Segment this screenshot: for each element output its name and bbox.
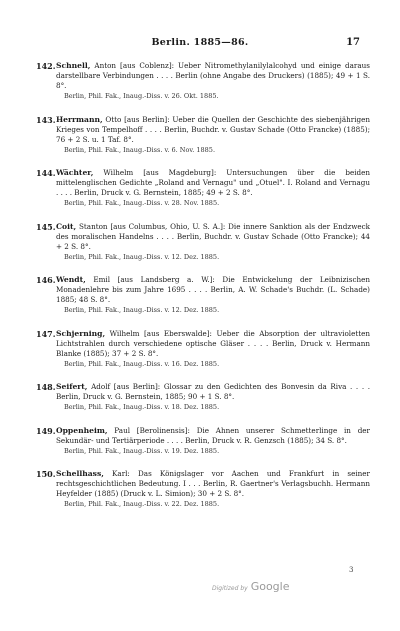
entry-author: Schjerning,	[56, 328, 106, 338]
entry-title: Anton [aus Coblenz]: Ueber Nitromethylanilylalcohyd und einige daraus darstellbare Verbindungen . . . . Berlin (ohne Angabe des Druckers) (1885); 49 + 1 S. 8°.	[56, 61, 370, 90]
digitized-watermark	[212, 580, 290, 593]
list-item	[36, 168, 370, 208]
entry-text	[56, 329, 370, 359]
entry-number: 142.	[36, 61, 56, 71]
entry-text	[56, 275, 370, 305]
page-header	[0, 37, 400, 51]
entry-author: Schellhass,	[56, 469, 104, 478]
entry-title: Otto [aus Berlin]: Ueber die Quellen der Geschichte des siebenjährigen Krieges von Tempelhoff . . . . Berlin, Buchdr. v. Gustav Schade (Otto Francke) (1885); 76 + 2 S. u. 1 Taf. 8°.	[56, 114, 370, 144]
entry-author: Coit,	[56, 221, 77, 231]
entry-title: Wilhelm [aus Eberswalde]: Ueber die Absorption der ultravioletten Lichtstrahlen durch verschiedene optische Gläser . . . . Berlin, Druck v. Hermann Blanke (1885); 37 + 2 S. 8°.	[56, 328, 370, 358]
entry-dissertation: Berlin, Phil. Fak., Inaug.-Diss. v. 16. Dez. 1885.	[64, 359, 220, 368]
entry-title: Wilhelm [aus Magdeburg]: Untersuchungen über die beiden mittelenglischen Gedichte „Roland and Vernagu" und „Otuel". I. Roland and Vernagu . . . . Berlin, Druck v. G. Bernstein, 1885; 49 + 2 S. 8°.	[56, 168, 370, 197]
entry-dissertation: Berlin, Phil. Fak., Inaug.-Diss. v. 18. Dez. 1885.	[64, 403, 220, 411]
entry-author: Schnell,	[56, 61, 91, 70]
list-item	[36, 222, 370, 262]
entry-text	[56, 469, 370, 499]
entry-title: Karl: Das Königslager vor Aachen und Frankfurt in seiner rechtsgeschichtlichen Bedeutung. I . . . Berlin, R. Gaertner's Verlagsbuchh. Hermann Heyfelder (1885) (Druck v. L. Simion); 30 + 2 S. 8°.	[56, 469, 370, 498]
list-item	[36, 115, 370, 155]
entry-number: 148.	[36, 382, 56, 392]
entry-dissertation: Berlin, Phil. Fak., Inaug.-Diss. v. 22. Dez. 1885.	[64, 500, 220, 508]
entry-text	[56, 115, 370, 145]
google-logo: Google	[250, 580, 290, 593]
list-item	[36, 382, 370, 412]
list-item	[36, 61, 370, 101]
page-number: 17	[346, 37, 360, 48]
entry-title: Stanton [aus Columbus, Ohio, U. S. A.]: Die innere Sanktion als der Endzweck des moralischen Handelns . . . . Berlin, Buchdr. v. Gustav Schade (Otto Francke); 44 + 2 S. 8°.	[56, 221, 370, 251]
entry-number: 146.	[36, 275, 56, 285]
entry-number: 147.	[36, 328, 56, 339]
entry-number: 149.	[36, 425, 56, 436]
entry-text	[56, 426, 370, 446]
entry-author: Herrmann,	[56, 114, 103, 124]
entry-text	[56, 222, 370, 252]
entry-text	[56, 168, 370, 198]
entry-title: Paul [Berolinensis]: Die Ahnen unserer Schmetterlinge in der Sekundär- und Tertiärperiode . . . . Berlin, Druck v. R. Genzsch (1885); 34 S. 8°.	[56, 425, 370, 445]
list-item	[36, 329, 370, 369]
entry-author: Seifert,	[56, 382, 88, 391]
entry-author: Wächter,	[56, 168, 94, 177]
entry-text	[56, 382, 370, 402]
entry-dissertation: Berlin, Phil. Fak., Inaug.-Diss. v. 6. Nov. 1885.	[64, 145, 216, 154]
entry-author: Oppenheim,	[56, 425, 108, 435]
entry-list	[36, 61, 370, 523]
running-title: Berlin. 1885—86.	[151, 37, 249, 48]
entry-number: 150.	[36, 469, 56, 479]
entry-dissertation: Berlin, Phil. Fak., Inaug.-Diss. v. 19. Dez. 1885.	[64, 446, 220, 455]
entry-text	[56, 61, 370, 91]
entry-number: 144.	[36, 168, 56, 178]
entry-number: 143.	[36, 114, 56, 125]
entry-title: Emil [aus Landsberg a. W.]: Die Entwickelung der Leibnizischen Monadenlehre bis zum Jahre 1695 . . . . Berlin, A. W. Schade's Buchdr. (L. Schade) 1885; 48 S. 8°.	[56, 275, 370, 304]
list-item	[36, 426, 370, 456]
list-item	[36, 275, 370, 315]
entry-dissertation: Berlin, Phil. Fak., Inaug.-Diss. v. 12. Dez. 1885.	[64, 306, 220, 314]
list-item	[36, 469, 370, 509]
digitized-by-text: Digitized by	[212, 585, 248, 592]
entry-dissertation: Berlin, Phil. Fak., Inaug.-Diss. v. 26. Okt. 1885.	[64, 92, 219, 100]
entry-author: Wendt,	[56, 275, 86, 284]
entry-dissertation: Berlin, Phil. Fak., Inaug.-Diss. v. 12. Dez. 1885.	[64, 252, 220, 261]
entry-dissertation: Berlin, Phil. Fak., Inaug.-Diss. v. 28. Nov. 1885.	[64, 199, 220, 207]
entry-number: 145.	[36, 221, 56, 232]
entry-title: Adolf [aus Berlin]: Glossar zu den Gedichten des Bonvesin da Riva . . . . Berlin, Druck v. G. Bernstein, 1885; 90 + 1 S. 8°.	[56, 382, 370, 401]
signature-mark: 3	[349, 566, 354, 574]
